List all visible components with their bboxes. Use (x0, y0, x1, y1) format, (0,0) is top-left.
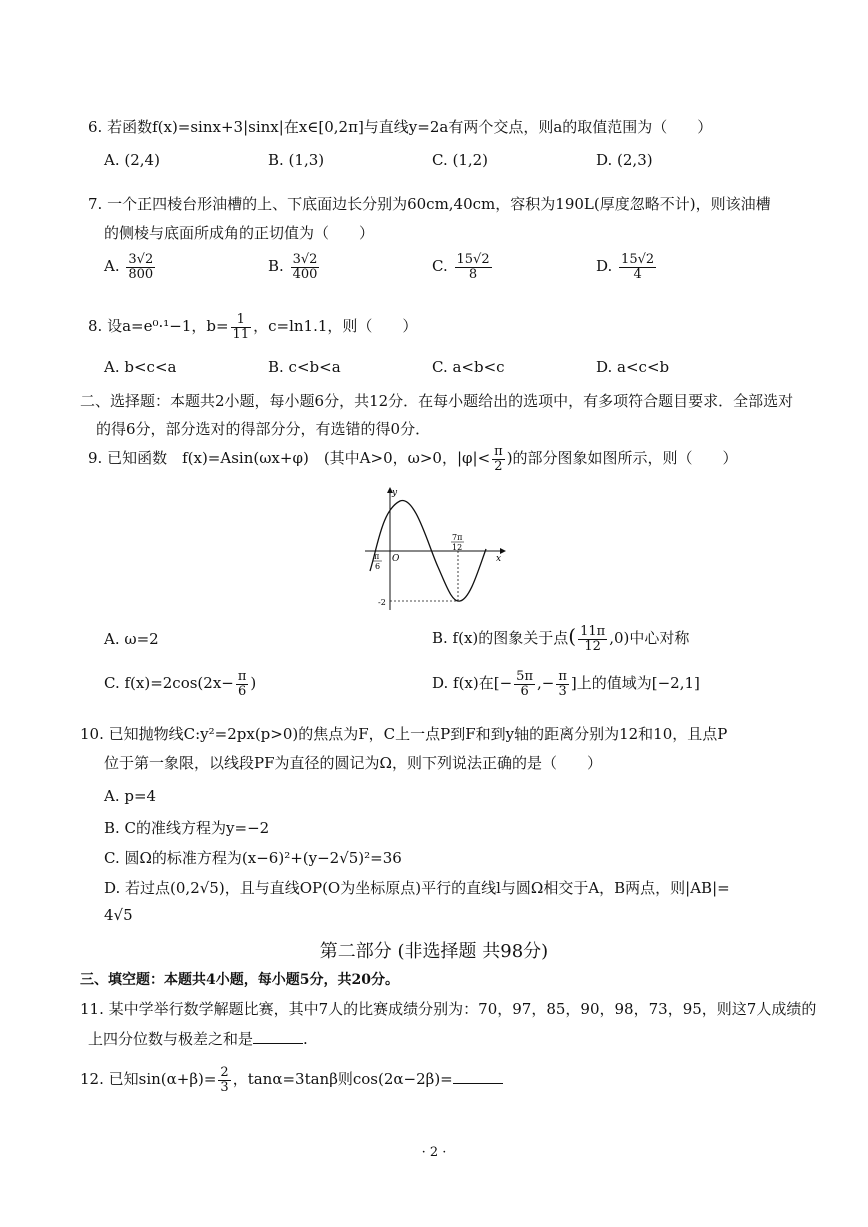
q10-option-d-line1: D. 若过点(0,2√5)，且与直线OP(O为坐标原点)平行的直线l与圆Ω相交于A，B两点，则|AB|= (104, 879, 730, 897)
q9-function-graph (360, 485, 510, 615)
q8-option-c: C. a<b<c (432, 358, 505, 376)
right-tick-den: 12 (452, 543, 463, 552)
q9-stem: 9. 已知函数 f(x)=Asin(ωx+φ) (其中A>0，ω>0，|φ|< $\frac{\pi}{2}$ )的部分图象如图所示，则（ ） (88, 444, 738, 474)
origin-label: O (392, 554, 400, 564)
q11-line1: 11. 某中学举行数学解题比赛，其中7人的比赛成绩分别为：70，97，85，90，98，73，95，则这7人成绩的 (80, 1000, 817, 1018)
q8-option-a: A. b<c<a (104, 358, 177, 376)
q9-option-c: C. f(x)=2cos(2x− $\frac{\pi}{6}$ ) (104, 669, 257, 699)
x-axis-label: x (496, 554, 502, 564)
q10-option-c: C. 圆Ω的标准方程为(x−6)²+(y−2√5)²=36 (104, 849, 402, 867)
page-number: · 2 · (421, 1145, 447, 1160)
q8-stem: 8. 设a=e⁰·¹−1，b= $\frac{1}{11}$ ，c=ln1.1，则（ ） (88, 312, 418, 342)
q12-stem: 12. 已知sin(α+β)= $\frac{2}{3}$ ，tanα=3tanβ则cos(2α−2β)= (80, 1066, 503, 1094)
q6-stem: 6. 若函数f(x)=sinx+3|sinx|在x∈[0,2π]与直线y=2a有两个交点，则a的取值范围为（ ） (88, 118, 713, 136)
q8-option-d: D. a<c<b (596, 358, 670, 376)
section2-heading-line2: 的得6分，部分选对的得部分分，有选错的得0分． (96, 420, 431, 438)
q9-option-b: B. f(x)的图象关于点( $\frac{11\pi}{12}$ ,0)中心对称 (432, 623, 690, 654)
q7-stem-line2: 的侧棱与底面所成角的正切值为（ ） (104, 224, 375, 242)
q10-option-b: B. C的准线方程为y=−2 (104, 819, 270, 837)
q7-option-a: A. $\frac{3√2}{800}$ (104, 252, 154, 282)
left-tick-den: 6 (375, 562, 381, 571)
q6-option-d: D. (2,3) (596, 151, 653, 169)
section3-heading: 三、填空题：本题共4小题，每小题5分，共20分。 (80, 972, 399, 988)
q10-option-d-line2: 4√5 (104, 906, 133, 924)
q9-option-d: D. f(x)在[− $\frac{5\pi}{6}$ ,− $\frac{\pi}{3}$ ]上的值域为[−2,1] (432, 669, 700, 699)
q9-option-a: A. ω=2 (104, 630, 159, 648)
q7-option-b: B. $\frac{3√2}{400}$ (268, 252, 318, 282)
q10-stem-line1: 10. 已知抛物线C:y²=2px(p>0)的焦点为F，C上一点P到F和到y轴的距离分别为12和10，且点P (80, 725, 728, 743)
q6-option-a: A. (2,4) (104, 151, 160, 169)
q6-option-b: B. (1,3) (268, 151, 325, 169)
q10-stem-line2: 位于第一象限，以线段PF为直径的圆记为Ω，则下列说法正确的是（ ） (104, 754, 602, 772)
q12-answer-blank[interactable] (453, 1069, 503, 1084)
q11-line2: 上四分位数与极差之和是 . (88, 1030, 308, 1048)
q10-option-a: A. p=4 (104, 787, 157, 805)
q7-option-c: C. $\frac{15√2}{8}$ (432, 252, 490, 282)
section2-heading-line1: 二、选择题：本题共2小题，每小题6分，共12分．在每小题给出的选项中，有多项符合题目要求．全部选对 (80, 392, 794, 410)
q8-option-b: B. c<b<a (268, 358, 341, 376)
q6-option-c: C. (1,2) (432, 151, 489, 169)
min-value-label: -2 (378, 598, 386, 607)
right-tick-num: 7π (452, 533, 463, 542)
q7-stem-line1: 7. 一个正四棱台形油槽的上、下底面边长分别为60cm,40cm，容积为190L(厚度忽略不计)，则该油槽 (88, 195, 771, 213)
part2-title: 第二部分 (非选择题 共98分) (319, 941, 549, 962)
q7-option-d: D. $\frac{15√2}{4}$ (596, 252, 655, 282)
left-tick-num: π (374, 552, 380, 561)
y-axis-label: y (392, 488, 398, 498)
q11-answer-blank[interactable] (253, 1029, 303, 1044)
